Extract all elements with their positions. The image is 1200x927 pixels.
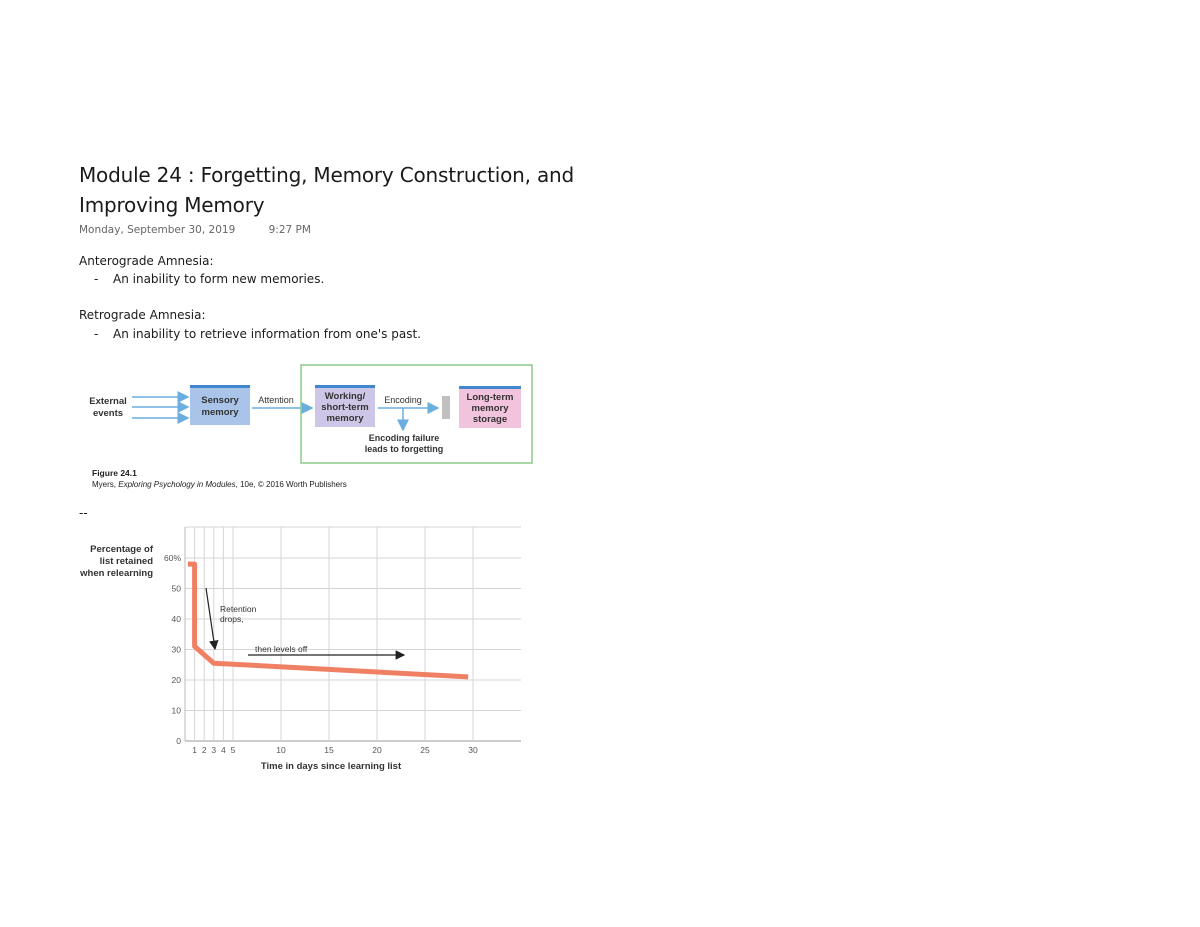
working-label-1: Working/ [324, 391, 366, 402]
external-events-label-1: External [89, 396, 127, 407]
longterm-label-1: Long-term [466, 392, 514, 403]
bullet-text: An inability to retrieve information from one's past. [113, 327, 421, 341]
bullet-anterograde [94, 272, 324, 286]
note-date: Monday, September 30, 2019 [79, 224, 236, 236]
attention-label: Attention [258, 395, 294, 405]
x-tick-label: 20 [372, 745, 382, 755]
separator: -- [79, 506, 88, 520]
working-memory-bar [315, 385, 375, 388]
longterm-label-3: storage [472, 414, 508, 425]
working-label-3: memory [326, 413, 364, 424]
drops-label-1: Retention [220, 604, 257, 614]
x-tick-label: 3 [211, 745, 217, 755]
figure-memory-model [80, 362, 540, 494]
heading-anterograde: Anterograde Amnesia: [79, 254, 214, 268]
y-tick-label: 50 [171, 583, 181, 594]
x-tick-label: 30 [468, 745, 478, 755]
x-tick-label: 1 [192, 745, 197, 755]
y-axis-label-1: Percentage of [90, 544, 153, 555]
sensory-label-2: memory [201, 407, 239, 418]
y-tick-label: 10 [171, 705, 181, 716]
external-events-label-2: events [92, 408, 124, 419]
y-tick-label: 30 [171, 644, 181, 655]
bullet-dash: - [94, 327, 99, 341]
x-axis-label: Time in days since learning list [260, 761, 402, 772]
levels-label: then levels off [255, 644, 308, 654]
working-label-2: short-term [321, 402, 369, 413]
x-tick-label: 4 [221, 745, 226, 755]
sensory-label-1: Sensory [201, 395, 239, 406]
longterm-memory-bar [459, 386, 521, 389]
y-axis-label-2: list retained [99, 556, 153, 567]
failure-label-1: Encoding failure [368, 433, 440, 443]
y-tick-label: 60% [163, 553, 181, 563]
failure-label-2: leads to forgetting [364, 444, 444, 454]
drops-label-2: drops, [220, 614, 244, 624]
encoding-block [442, 396, 450, 419]
bullet-dash: - [94, 272, 99, 286]
x-tick-label: 15 [324, 745, 334, 755]
figure-caption-title: Figure 24.1 [92, 468, 137, 478]
heading-retrograde: Retrograde Amnesia: [79, 308, 206, 322]
retention-chart [78, 522, 528, 777]
x-tick-labels [192, 745, 478, 755]
figure-caption-source: Myers, Exploring Psychology in Modules, 10e, © 2016 Worth Publishers [92, 480, 347, 489]
bullet-text: An inability to form new memories. [113, 272, 325, 286]
y-tick-labels [164, 553, 181, 746]
x-tick-label: 2 [201, 745, 207, 755]
bullet-retrograde [94, 327, 421, 341]
x-tick-label: 10 [276, 745, 286, 755]
y-axis-label-3: when relearning [80, 568, 153, 579]
longterm-label-2: memory [471, 403, 509, 414]
y-tick-label: 20 [171, 675, 181, 685]
note-meta [79, 224, 311, 236]
sensory-memory-box [190, 387, 250, 425]
chart-grid [185, 527, 521, 741]
y-tick-label: 40 [171, 614, 181, 624]
x-tick-label: 5 [230, 745, 236, 755]
sensory-memory-bar [190, 385, 250, 388]
x-tick-label: 25 [420, 745, 430, 755]
page-title: Module 24 : Forgetting, Memory Construction, and Improving Memory [79, 163, 574, 217]
y-tick-label: 0 [176, 736, 181, 746]
note-time: 9:27 PM [268, 224, 311, 236]
encoding-label: Encoding [384, 395, 422, 405]
